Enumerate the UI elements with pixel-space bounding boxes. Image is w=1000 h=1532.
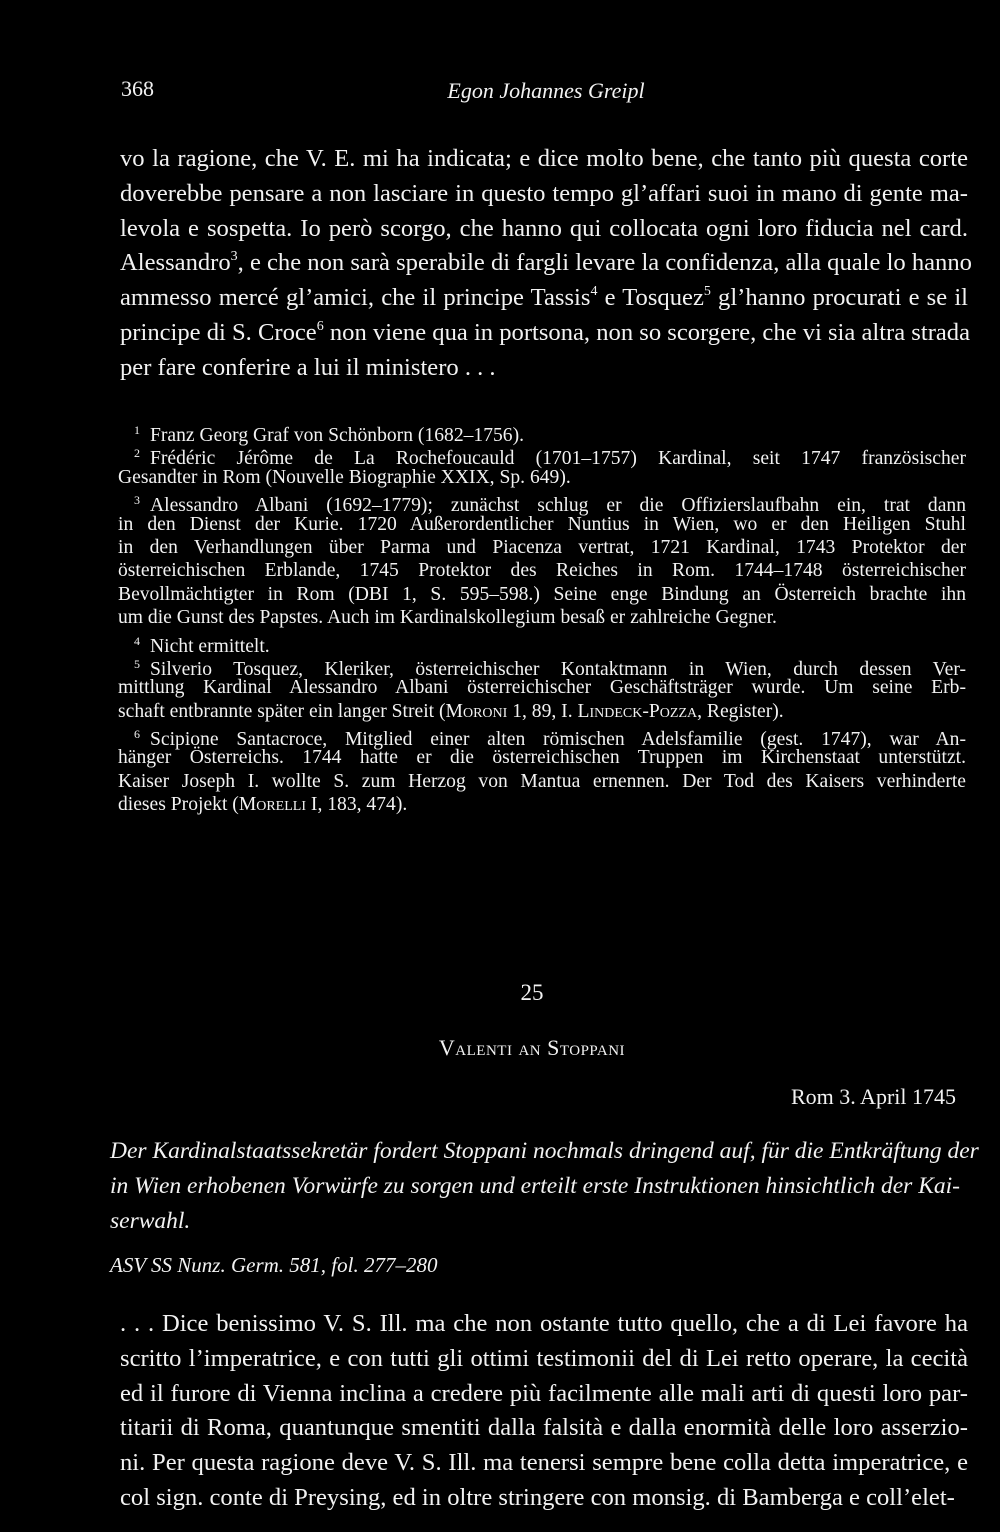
- footnote-ref: 5: [703, 284, 711, 300]
- footnote-text: Silverio Tosquez, Kleriker, österreichischer Kontaktmann in Wien, durch dessen Ver-: [150, 658, 966, 680]
- footnote-line: [118, 583, 966, 606]
- text-line: [120, 316, 971, 351]
- text-line: [120, 281, 968, 316]
- footnote-text: Bevollmächtigter in Rom (DBI 1, S. 595–598.) Seine enge Bindung an Österreich brachte ihn: [118, 583, 966, 605]
- text-line: levola e sospetta. Io però scorgo, che hanno qui collocata ogni loro fiducia nel card.: [120, 214, 968, 242]
- footnote-line: [118, 513, 966, 536]
- footnote-number: 1: [134, 423, 140, 437]
- text-run: principe di S. Croce: [120, 318, 317, 346]
- summary-line: serwahl.: [110, 1208, 191, 1234]
- text-run: Alessandro: [120, 249, 231, 277]
- footnote-ref: 4: [590, 284, 598, 300]
- text-run: , e che non sarà sperabile di fargli levare la confidenza, alla quale lo hanno: [237, 249, 972, 277]
- text-line: vo la ragione, che V. E. mi ha indicata; e dice molto bene, che tanto più questa corte: [120, 145, 968, 172]
- page-number: 368: [121, 76, 154, 101]
- document-number: 25: [520, 980, 544, 1005]
- footnote-text: österreichischen Erblande, 1745 Protektor des Reiches in Rom. 1744–1748 österreichischer: [118, 560, 966, 582]
- summary-line: Der Kardinalstaatssekretär fordert Stoppani nochmals dringend auf, für die Entkräftung der: [110, 1138, 979, 1164]
- document-title: Valenti an Stoppani: [438, 1035, 626, 1060]
- footnote-line: [118, 793, 966, 816]
- footnote-line: [118, 770, 966, 793]
- footnote-line: [118, 489, 966, 517]
- footnote-line: [118, 419, 966, 446]
- text-line: per fare conferire a lui il ministero . . .: [120, 353, 496, 381]
- footnotes: [118, 419, 966, 817]
- text-run: gl’hanno procurati e se il: [710, 284, 968, 312]
- text-line: titarii di Roma, quantunque smentiti dalla falsità e dalla enormità delle loro asserzio-: [120, 1414, 968, 1442]
- footnote-text: Nicht ermittelt.: [150, 635, 270, 657]
- footnote-line: [118, 653, 966, 680]
- text-line: ni. Per questa ragione deve V. S. Ill. ma tenersi sempre bene colla detta imperatrice, e: [120, 1449, 968, 1477]
- footnote-text: dieses Projekt (Morelli I, 183, 474).: [118, 794, 408, 816]
- footnote-text: Gesandter in Rom (Nouvelle Biographie XXIX, Sp. 649).: [118, 466, 571, 488]
- footnote-text: Franz Georg Graf von Schönborn (1682–1756).: [150, 425, 525, 446]
- text-line: ed il furore di Vienna inclina a credere più facilmente alle mali arti di questi loro par-: [120, 1379, 968, 1407]
- text-line: scritto l’imperatrice, e con tutti gli ottimi testimonii del di Lei retto operare, la cecità: [120, 1344, 968, 1372]
- footnote-text: mittlung Kardinal Alessandro Albani österreichischer Geschäftsträger wurde. Um seine Erb-: [118, 677, 966, 699]
- footnote-line: [118, 559, 966, 582]
- footnote-text: in den Dienst der Kurie. 1720 Außerordentlicher Nuntius in Wien, wo er den Heiligen Stuhl: [118, 513, 966, 535]
- footnote-text: um die Gunst des Papstes. Auch im Kardinalskollegium besaß er zahlreiche Gegner.: [118, 607, 777, 629]
- footnote-line: [118, 606, 966, 629]
- text-run: e Tosquez: [597, 284, 704, 312]
- summary-line: in Wien erhobenen Vorwürfe zu sorgen und erteilt erste Instruktionen hinsichtlich der Kai-: [110, 1173, 960, 1199]
- footnote-number: 6: [134, 727, 140, 742]
- text-line: [120, 246, 972, 281]
- letter-text-continued: [120, 142, 972, 386]
- footnote-line: [118, 676, 966, 699]
- running-head-author: Egon Johannes Greipl: [447, 78, 645, 103]
- document-date: Rom 3. April 1745: [790, 1084, 956, 1109]
- footnote-number: 2: [134, 446, 140, 461]
- footnote-number: 5: [134, 656, 140, 671]
- footnote-text: Frédéric Jérôme de La Rochefoucauld (1701–1757) Kardinal, seit 1747 französischer: [150, 448, 966, 470]
- footnote-text: hänger Österreichs. 1744 hatte er die österreichischen Truppen im Kirchenstaat unterstützt.: [118, 747, 966, 769]
- footnote-ref: 6: [316, 318, 324, 334]
- footnote-text: in den Verhandlungen über Parma und Piacenza vertrat, 1721 Kardinal, 1743 Protektor der: [118, 536, 966, 558]
- letter-text: [120, 1307, 968, 1516]
- footnote-text: schaft entbrannte später ein langer Streit (Moroni 1, 89, I. Lindeck-Pozza, Register).: [118, 700, 784, 722]
- text-line: . . . Dice benissimo V. S. Ill. ma che non ostante tutto quello, che a di Lei favore ha: [120, 1310, 968, 1337]
- footnote-number: 3: [134, 493, 140, 508]
- footnote-text: Kaiser Joseph I. wollte S. zum Herzog von Mantua ernennen. Der Tod des Kaisers verhinderte: [118, 770, 966, 792]
- footnote-number: 4: [134, 633, 140, 648]
- footnote-line: [118, 746, 966, 769]
- running-head: [0, 76, 1000, 106]
- archival-source: ASV SS Nunz. Germ. 581, fol. 277–280: [110, 1253, 438, 1277]
- text-line: col sign. conte di Preysing, ed in oltre stringere con monsig. di Bamberga e coll’elet-: [120, 1483, 955, 1511]
- footnote-line: [118, 700, 966, 723]
- footnote-line: [118, 723, 966, 751]
- footnote-line: [118, 536, 966, 559]
- footnote-line: [118, 442, 966, 470]
- footnote-text: Alessandro Albani (1692–1779); zunächst schlug er die Offizierslaufbahn ein, trat dann: [150, 495, 966, 517]
- footnote-text: Scipione Santacroce, Mitglied einer alten römischen Adelsfamilie (gest. 1747), war An-: [150, 729, 966, 751]
- text-run: ammesso mercé gl’amici, che il principe Tassis: [120, 284, 591, 312]
- footnote-ref: 3: [230, 249, 238, 265]
- text-run: non viene qua in portsona, non so scorgere, che vi sia altra strada: [323, 318, 971, 346]
- text-line: doverebbe pensare a non lasciare in questo tempo gl’affari suoi in mano di gente ma-: [120, 179, 968, 207]
- document-summary: [110, 1134, 979, 1239]
- footnote-line: [118, 630, 966, 657]
